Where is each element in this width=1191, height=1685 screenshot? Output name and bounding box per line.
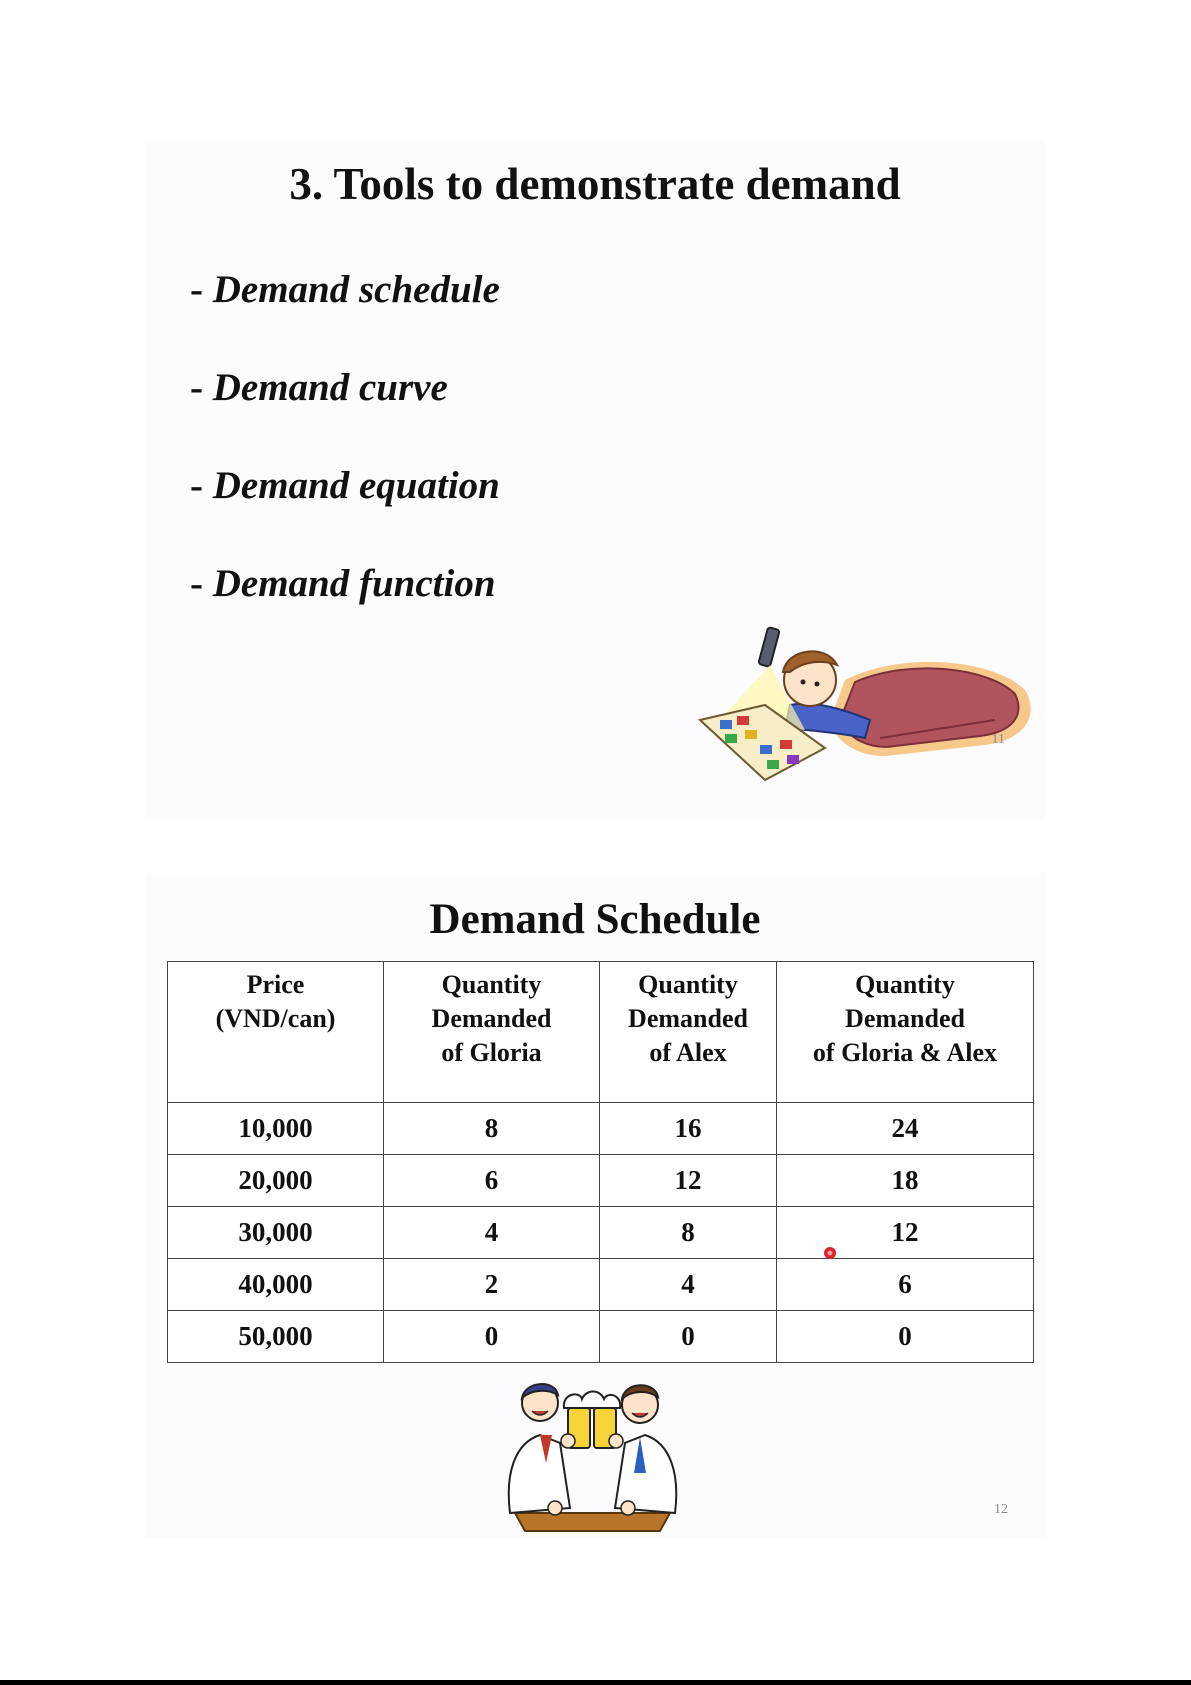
cell-total: 12 [777,1207,1034,1259]
cell-gloria: 2 [384,1259,600,1311]
cell-price: 40,000 [168,1259,384,1311]
bullet-item: - Demand equation [190,464,500,507]
cell-alex: 12 [600,1155,777,1207]
header-qty-gloria: Quantity Demanded of Gloria [384,962,600,1103]
slide-number: 12 [994,1502,1008,1517]
table-row [168,1155,1034,1207]
header-qty-total: Quantity Demanded of Gloria & Alex [777,962,1034,1103]
cell-total: 18 [777,1155,1034,1207]
cell-gloria: 8 [384,1103,600,1155]
cell-alex: 8 [600,1207,777,1259]
cell-price: 50,000 [168,1311,384,1363]
header-price: Price (VND/can) [168,962,384,1103]
cell-alex: 16 [600,1103,777,1155]
table-row [168,1259,1034,1311]
bullet-item: - Demand schedule [190,268,500,311]
bullet-list [190,270,500,662]
cell-alex: 4 [600,1259,777,1311]
bullet-item: - Demand function [190,562,496,605]
cell-total: 0 [777,1311,1034,1363]
table-header-row [168,962,1034,1103]
table-row [168,1103,1034,1155]
table-row [168,1207,1034,1259]
slide-number: 11 [991,732,1005,747]
child-reading-in-sleeping-bag-icon [695,620,1035,805]
cell-alex: 0 [600,1311,777,1363]
cell-price: 10,000 [168,1103,384,1155]
table-row [168,1311,1034,1363]
slide-title: Demand Schedule [429,896,761,943]
slide-12 [145,873,1045,1538]
cell-total: 6 [777,1259,1034,1311]
demand-schedule-table [167,961,1034,1363]
cell-gloria: 6 [384,1155,600,1207]
header-qty-alex: Quantity Demanded of Alex [600,962,777,1103]
cell-gloria: 4 [384,1207,600,1259]
laser-pointer-icon [822,1245,838,1261]
cell-gloria: 0 [384,1311,600,1363]
cell-price: 20,000 [168,1155,384,1207]
slide-11 [145,140,1045,820]
page-bottom-bar [0,1680,1191,1685]
cell-price: 30,000 [168,1207,384,1259]
cell-total: 24 [777,1103,1034,1155]
two-men-toasting-beer-icon [500,1373,685,1538]
bullet-item: - Demand curve [190,366,448,409]
slide-title: 3. Tools to demonstrate demand [289,159,901,209]
